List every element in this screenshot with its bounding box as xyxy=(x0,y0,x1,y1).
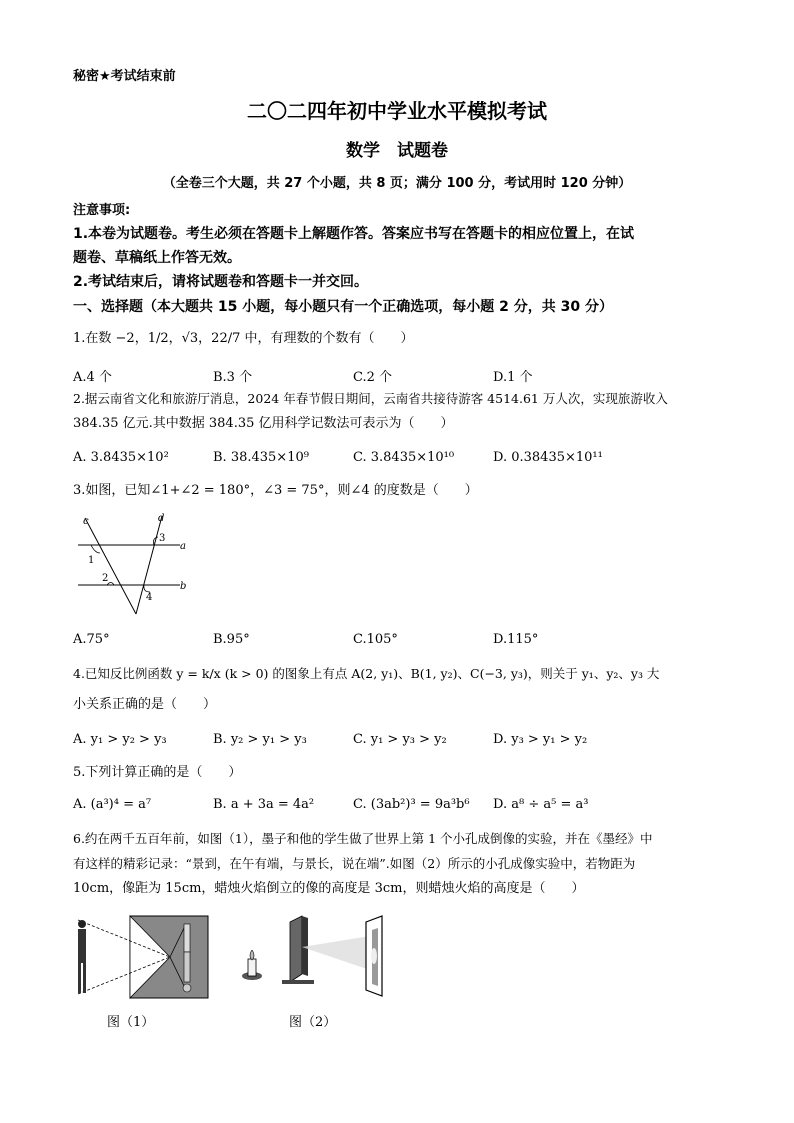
figure-2-candle-experiment xyxy=(232,912,402,1002)
question-3-stem: 3.如图，已知∠1+∠2 = 180°，∠3 = 75°，则∠4 的度数是（ ） xyxy=(73,483,478,498)
question-4-line-1: 4.已知反比例函数 y = k/x (k > 0) 的图象上有点 A(2, y₁)、B(1, y₂)、C(−3, y₃)，则关于 y₁、y₂、y₃ 大 xyxy=(73,666,660,681)
candle-icon xyxy=(248,959,256,976)
question-6-line-2: 有这样的精彩记录：“景到，在午有端，与景长，说在端”.如图（2）所示的小孔成像实验中，若物距为 xyxy=(73,856,636,871)
question-3-figure xyxy=(70,508,200,620)
question-4-option-b: B. y₂ > y₁ > y₃ xyxy=(213,732,307,747)
label-4: 4 xyxy=(146,592,153,603)
question-5-option-a: A. (a³)⁴ = a⁷ xyxy=(73,797,152,812)
notice-heading: 注意事项: xyxy=(73,203,131,218)
question-2-option-a: A. 3.8435×10² xyxy=(73,450,169,465)
label-1: 1 xyxy=(88,555,95,566)
angle-4-arc xyxy=(144,585,150,592)
question-1-option-d: D.1 个 xyxy=(493,370,533,385)
question-3-option-d: D.115° xyxy=(493,632,539,647)
question-2-line-1: 2.据云南省文化和旅游厅消息，2024 年春节假日期间，云南省共接待游客 4514.61 万人次，实现旅游收入 xyxy=(73,391,668,406)
question-5-option-d: D. a⁸ ÷ a⁵ = a³ xyxy=(493,797,589,812)
label-3: 3 xyxy=(159,533,166,544)
question-3-option-c: C.105° xyxy=(353,632,398,647)
question-4-option-c: C. y₁ > y₃ > y₂ xyxy=(353,732,447,747)
notice-item-2: 2.考试结束后，请将试题卷和答题卡一并交回。 xyxy=(73,274,369,290)
exam-summary: （全卷三个大题，共 27 个小题，共 8 页；满分 100 分，考试用时 120 分钟） xyxy=(162,176,632,191)
question-2-option-c: C. 3.8435×10¹⁰ xyxy=(353,450,455,465)
question-2-line-2: 384.35 亿元.其中数据 384.35 亿用科学记数法可表示为（ ） xyxy=(73,416,454,431)
exam-title: 二〇二四年初中学业水平模拟考试 xyxy=(247,99,547,123)
figure-2-caption: 图（2） xyxy=(289,1015,337,1030)
section-1-heading: 一、选择题（本大题共 15 小题，每小题只有一个正确选项，每小题 2 分，共 30 分） xyxy=(73,299,613,315)
label-a: a xyxy=(180,541,186,552)
flame-icon xyxy=(250,950,254,960)
question-6-line-3: 10cm，像距为 15cm，蜡烛火焰倒立的像的高度是 3cm，则蜡烛火焰的高度是（ ） xyxy=(73,881,585,896)
angle-1-arc xyxy=(91,545,100,553)
question-4-option-a: A. y₁ > y₂ > y₃ xyxy=(73,732,167,747)
notice-item-1-line-1: 1.本卷为试题卷。考生必须在答题卡上解题作答。答案应书写在答题卡的相应位置上，在试 xyxy=(73,226,635,242)
figure-1-pinhole-illustration xyxy=(72,912,212,1002)
question-6-line-1: 6.约在两千五百年前，如图（1），墨子和他的学生做了世界上第 1 个小孔成倒像的实验，并在《墨经》中 xyxy=(73,831,653,846)
question-3-option-b: B.95° xyxy=(213,632,250,647)
question-5-stem: 5.下列计算正确的是（ ） xyxy=(73,765,242,780)
confidential-label: 秘密★考试结束前 xyxy=(73,69,176,84)
label-d: d xyxy=(158,513,165,524)
question-1-option-a: A.4 个 xyxy=(73,370,112,385)
label-2: 2 xyxy=(102,573,109,584)
question-4-option-d: D. y₃ > y₁ > y₂ xyxy=(493,732,588,747)
question-3-option-a: A.75° xyxy=(73,632,110,647)
figure-1-caption: 图（1） xyxy=(107,1015,155,1030)
question-1-option-b: B.3 个 xyxy=(213,370,253,385)
label-c: c xyxy=(83,516,89,527)
subject-title: 数学 试题卷 xyxy=(346,141,448,161)
notice-item-1-line-2: 题卷、草稿纸上作答无效。 xyxy=(73,250,241,266)
question-2-option-d: D. 0.38435×10¹¹ xyxy=(493,450,603,465)
question-1-option-c: C.2 个 xyxy=(353,370,393,385)
label-b: b xyxy=(180,581,187,592)
question-5-option-b: B. a + 3a = 4a² xyxy=(213,797,315,812)
question-5-option-c: C. (3ab²)³ = 9a³b⁶ xyxy=(353,797,470,812)
person-head-icon xyxy=(78,920,86,928)
question-4-line-2: 小关系正确的是（ ） xyxy=(73,697,217,712)
question-1-stem: 1.在数 −2，1/2，√3，22/7 中，有理数的个数有（ ） xyxy=(73,331,414,346)
line-c xyxy=(85,518,136,614)
question-2-option-b: B. 38.435×10⁹ xyxy=(213,450,309,465)
